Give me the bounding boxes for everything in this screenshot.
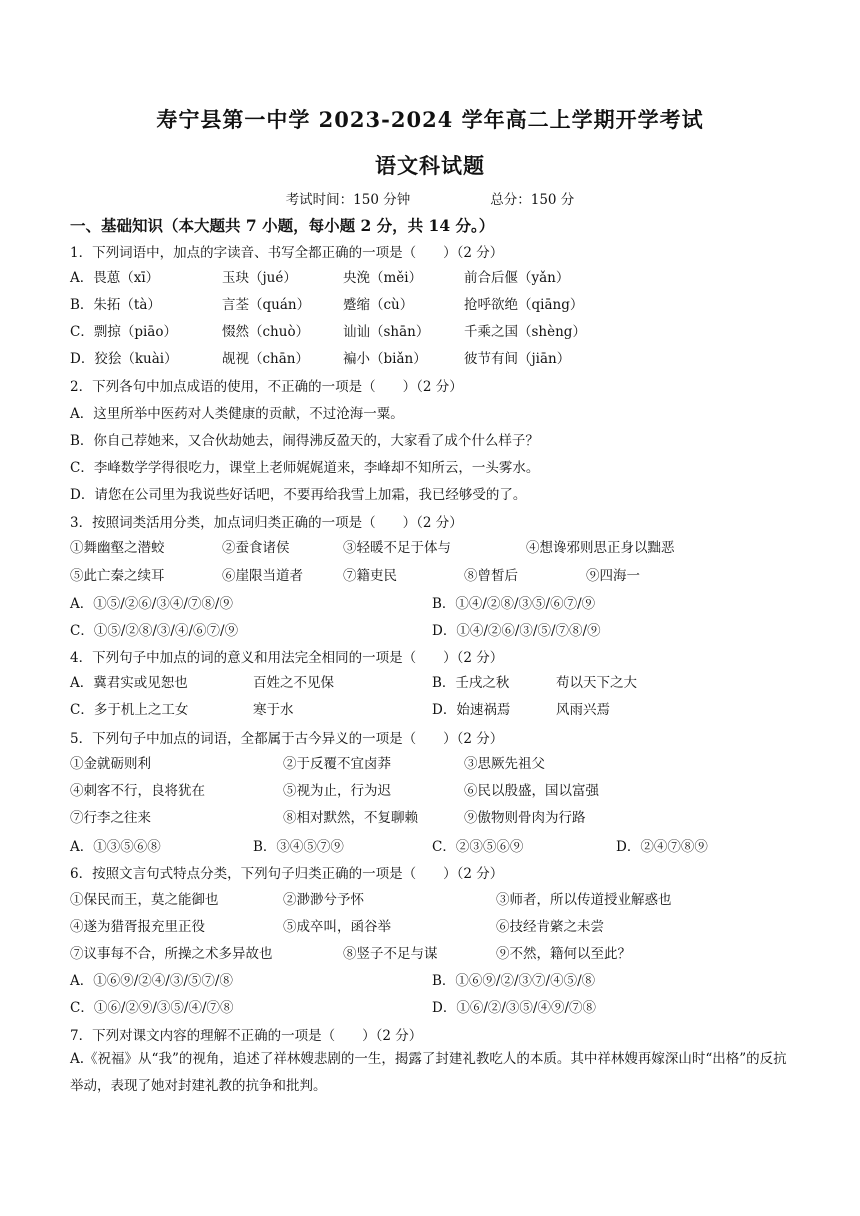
question-stem: 2．下列各句中加点成语的使用，不正确的一项是（ ）（2 分） (70, 379, 463, 395)
option-cell: C．①⑤/②⑧/③/④/⑥⑦/⑨ (70, 623, 239, 639)
item-cell: ④遂为猎胥报充里正役 (70, 919, 205, 935)
option-cell: D．①④/②⑥/③/⑤/⑦⑧/⑨ (432, 623, 601, 639)
option-cell: 千乘之国（shèng） (464, 324, 586, 340)
item-cell: ⑤此亡秦之续耳 (70, 568, 165, 584)
question-stem: 1．下列词语中，加点的字读音、书写全都正确的一项是（ ）（2 分） (70, 245, 504, 261)
item-cell: ①舞幽壑之潜蛟 (70, 540, 165, 556)
option-line: B．你自己荐她来，又合伙劫她去，闹得沸反盈天的，大家看了成个什么样子？ (70, 433, 539, 449)
option-cell: 惙然（chuò） (222, 324, 310, 340)
option-cell: A．①③⑤⑥⑧ (70, 839, 161, 855)
question-stem: 7．下列对课文内容的理解不正确的一项是（ ）（2 分） (70, 1028, 423, 1044)
item-cell: ⑨傲物则骨肉为行路 (464, 810, 586, 826)
option-cell: D．始速祸焉 (432, 702, 511, 718)
option-cell: A．畏葸（xī） (70, 270, 160, 286)
item-cell: ⑥崖限当道者 (222, 568, 303, 584)
option-cell: C．①⑥/②⑨/③⑤/④/⑦⑧ (70, 1000, 234, 1016)
option-paragraph: A.《祝福》从“我”的视角，追述了祥林嫂悲剧的一生，揭露了封建礼教吃人的本质。其中祥林嫂再嫁深山时“出格”的反抗举动，表现了她对封建礼教的抗争和批判。 (70, 1051, 787, 1094)
item-cell: ④想谗邪则思正身以黜恶 (526, 540, 675, 556)
option-cell: D．狡狯（kuài） (70, 351, 178, 367)
item-cell: ⑧曾皙后 (464, 568, 518, 584)
option-cell: 讪讪（shān） (343, 324, 430, 340)
option-cell: B．③④⑤⑦⑨ (253, 839, 344, 855)
option-line: D．请您在公司里为我说些好话吧，不要再给我雪上加霜，我已经够受的了。 (70, 487, 527, 503)
option-cell: B．①④/②⑧/③⑤/⑥⑦/⑨ (432, 596, 596, 612)
option-cell: A．①⑥⑨/②④/③/⑤⑦/⑧ (70, 973, 233, 989)
question-stem: 5．下列句子中加点的词语，全都属于古今异义的一项是（ ）（2 分） (70, 731, 504, 747)
option-cell: 褊小（biǎn） (343, 351, 427, 367)
option-cell: C．②③⑤⑥⑨ (432, 839, 524, 855)
option-cell: C．剽掠（piāo） (70, 324, 177, 340)
option-cell: B．壬戌之秋 (432, 675, 510, 691)
exam-meta (0, 188, 860, 208)
option-cell: 风雨兴焉 (556, 702, 610, 718)
item-cell: ⑥民以殷盛，国以富强 (464, 783, 599, 799)
option-cell: 觇视（chān） (222, 351, 309, 367)
item-cell: ①保民而王，莫之能御也 (70, 892, 219, 908)
option-cell: 抢呼欲绝（qiāng） (464, 297, 584, 313)
item-cell: ⑨四海一 (586, 568, 640, 584)
item-cell: ⑧相对默然，不复聊赖 (283, 810, 418, 826)
item-cell: ②蚕食诸侯 (222, 540, 290, 556)
option-cell: 玉玦（jué） (222, 270, 297, 286)
option-cell: A．冀君实或见恕也 (70, 675, 188, 691)
question-stem: 6．按照文言句式特点分类，下列句子归类正确的一项是（ ）（2 分） (70, 866, 504, 882)
option-cell: 蹙缩（cù） (343, 297, 414, 313)
item-cell: ⑦议事每不合，所操之术多异故也 (70, 946, 273, 962)
option-cell: A．①⑤/②⑥/③④/⑦⑧/⑨ (70, 596, 233, 612)
option-cell: 言荃（quán） (222, 297, 311, 313)
item-cell: ⑧竖子不足与谋 (343, 946, 438, 962)
option-cell: D．①⑥/②/③⑤/④⑨/⑦⑧ (432, 1000, 597, 1016)
item-cell: ①金就砺则利 (70, 756, 151, 772)
item-cell: ⑥技经肯綮之未尝 (496, 919, 604, 935)
item-cell: ③轻暖不足于体与 (343, 540, 451, 556)
item-cell: ⑤成卒叫，函谷举 (283, 919, 391, 935)
question-stem: 3．按照词类活用分类，加点词归类正确的一项是（ ）（2 分） (70, 515, 463, 531)
option-cell: D．②④⑦⑧⑨ (616, 839, 708, 855)
item-cell: ⑤视为止，行为迟 (283, 783, 391, 799)
item-cell: ②于反覆不宜卤莽 (283, 756, 391, 772)
item-cell: ③师者，所以传道授业解惑也 (496, 892, 672, 908)
exam-title: 寿宁县第一中学 2023-2024 学年高二上学期开学考试 (156, 107, 704, 132)
item-cell: ⑨不然，籍何以至此？ (496, 946, 631, 962)
option-cell: 前合后偃（yǎn） (464, 270, 570, 286)
section-heading: 一、基础知识（本大题共 7 小题，每小题 2 分，共 14 分。） (70, 216, 495, 235)
option-cell: B．①⑥⑨/②/③⑦/④⑤/⑧ (432, 973, 596, 989)
item-cell: ⑦籍吏民 (343, 568, 397, 584)
item-cell: ④刺客不行，良将犹在 (70, 783, 205, 799)
item-cell: ③思厥先祖父 (464, 756, 545, 772)
option-cell: 彼节有间（jiān） (464, 351, 571, 367)
option-cell: 苟以天下之大 (556, 675, 637, 691)
option-cell: 百姓之不见保 (253, 675, 334, 691)
option-cell: 寒于水 (253, 702, 294, 718)
option-line: C．李峰数学学得很吃力，课堂上老师娓娓道来，李峰却不知所云，一头雾水。 (70, 460, 540, 476)
exam-time: 考试时间：150 分钟 (285, 192, 411, 208)
option-line: A．这里所举中医药对人类健康的贡献，不过沧海一粟。 (70, 406, 404, 422)
item-cell: ②渺渺兮予怀 (283, 892, 364, 908)
total-score: 总分：150 分 (490, 192, 575, 208)
option-cell: 央浼（měi） (343, 270, 423, 286)
option-cell: B．朱拓（tà） (70, 297, 161, 313)
question-stem: 4．下列句子中加点的词的意义和用法完全相同的一项是（ ）（2 分） (70, 650, 504, 666)
item-cell: ⑦行李之往来 (70, 810, 151, 826)
option-cell: C．多于机上之工女 (70, 702, 189, 718)
exam-subtitle: 语文科试题 (375, 153, 485, 178)
